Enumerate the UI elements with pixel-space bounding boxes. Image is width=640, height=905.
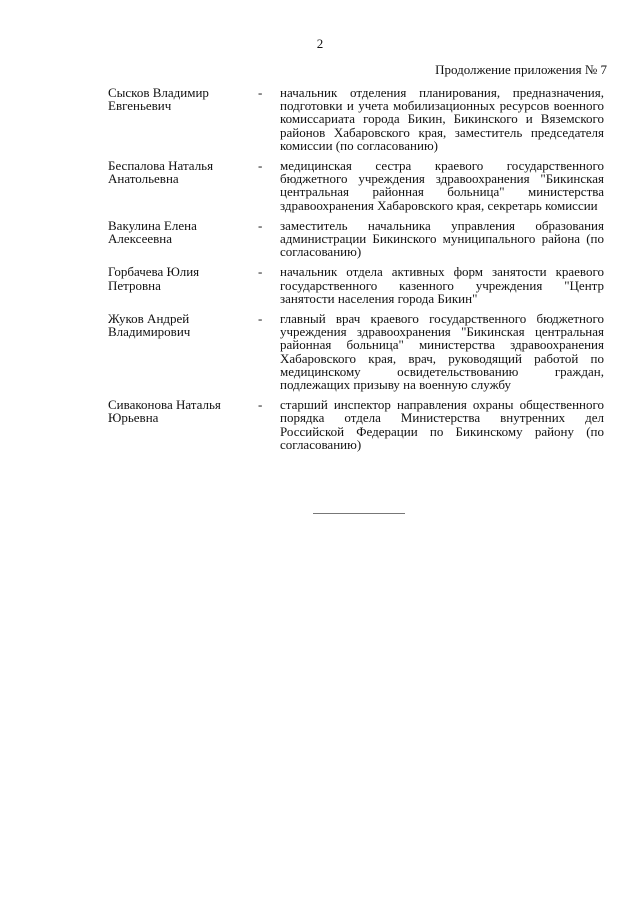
member-dash: - [258,158,263,174]
member-name [108,265,258,305]
member-name [108,312,258,391]
member-patronymic: Евгеньевич [108,98,172,114]
member-patronymic: Юрьевна [108,410,159,426]
member-entry [108,159,604,212]
member-dash: - [258,217,263,233]
member-surname-first-name: Горбачева Юлия [108,264,200,280]
member-entry [108,312,604,391]
member-role: начальник отдела активных форм занятости краевого государственного казенного учреждения "Центр занятости населения города Бикин" [280,264,604,306]
page-number: 2 [316,36,324,51]
member-role: главный врач краевого государственного бюджетного учреждения здравоохранения "Бикинская центральная районная больница" министерства здравоохранения Хабаровского края, врач, руководящий работой по медицинскому освидетельствованию граждан, подлежащих призыву на военную службу [280,311,604,393]
member-patronymic: Владимирович [108,324,191,340]
member-name [108,159,258,212]
member-surname-first-name: Вакулина Елена [108,217,197,233]
member-entry [108,265,604,305]
member-patronymic: Алексеевна [108,231,172,247]
member-name [108,219,258,259]
member-entry [108,86,604,152]
appendix-label: Продолжение приложения № 7 [435,62,607,77]
member-dash: - [258,311,263,327]
member-surname-first-name: Сиваконова Наталья [108,397,221,413]
member-surname-first-name: Жуков Андрей [108,311,190,327]
end-of-document-line [313,513,405,514]
member-role: старший инспектор направления охраны общественного порядка отдела Министерства внутренних дел Российской Федерации по Бикинскому району (по согласованию) [280,397,604,452]
member-entry [108,219,604,259]
commission-member-list [108,86,604,458]
member-dash: - [258,397,263,413]
member-dash: - [258,264,263,280]
member-name [108,398,258,451]
member-role: медицинская сестра краевого государственного бюджетного учреждения здравоохранения "Бикинская центральная районная больница" министерства здравоохранения Хабаровского края, секретарь комиссии [280,158,604,213]
member-surname-first-name: Беспалова Наталья [108,158,214,174]
member-patronymic: Анатольевна [108,171,179,187]
member-role: начальник отделения планирования, предназначения, подготовки и учета мобилизационных ресурсов военного комиссариата города Бикин, Бикинского и Вяземского районов Хабаровского края, заместитель председателя комиссии (по согласованию) [280,85,604,153]
member-surname-first-name: Сысков Владимир [108,85,209,100]
member-patronymic: Петровна [108,277,161,293]
member-name [108,86,258,152]
member-role: заместитель начальника управления образования администрации Бикинского муниципального района (по согласованию) [280,217,604,260]
member-entry [108,398,604,451]
member-dash: - [258,85,263,100]
